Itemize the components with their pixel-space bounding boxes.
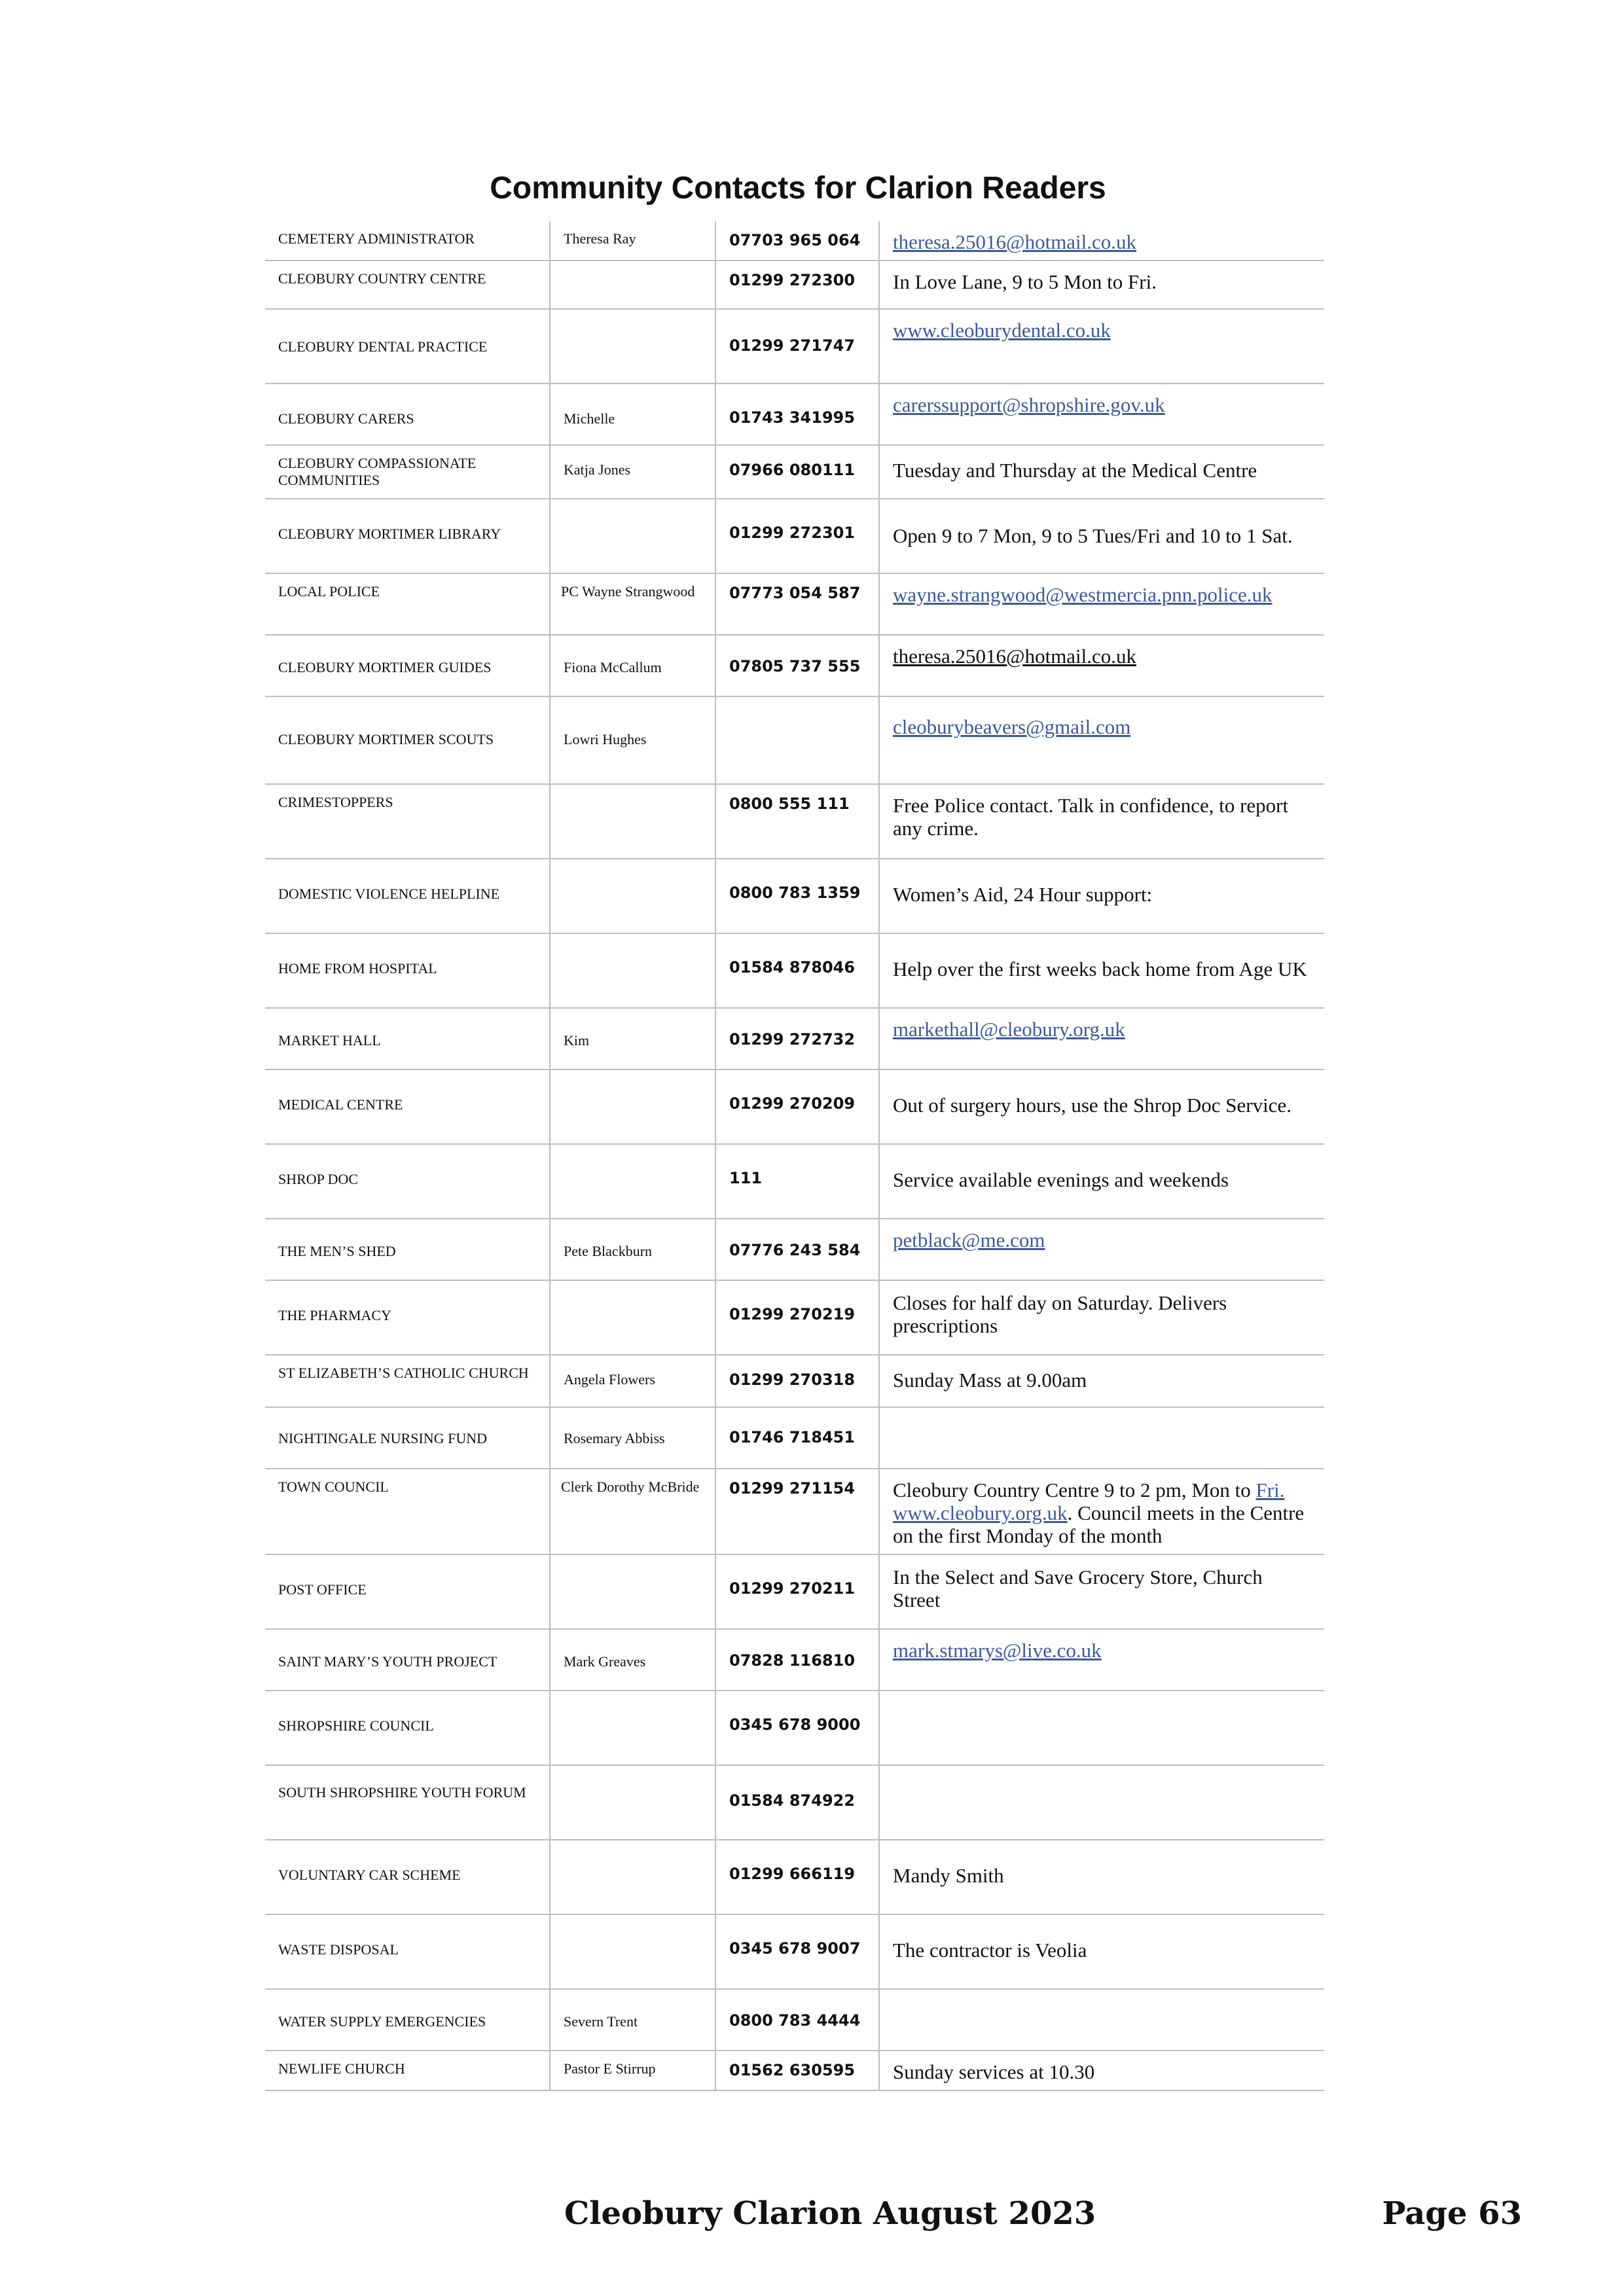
info-text: [879, 1765, 1324, 1840]
email-link[interactable]: wayne.strangwood@westmercia.pnn.police.uk: [893, 583, 1272, 606]
phone-number: 01299 271154: [715, 1469, 879, 1554]
org-name: SHROPSHIRE COUNCIL: [265, 1691, 550, 1765]
info-text: Sunday services at 10.30: [879, 2051, 1324, 2090]
org-name: CLEOBURY MORTIMER SCOUTS: [265, 696, 550, 784]
phone-number: 0800 783 4444: [715, 1989, 879, 2051]
contact-person: Pete Blackburn: [550, 1219, 715, 1280]
table-row: [265, 1765, 1324, 1840]
table-row: [265, 573, 1324, 635]
contact-person: PC Wayne Strangwood: [550, 573, 715, 635]
org-name: CLEOBURY DENTAL PRACTICE: [265, 309, 550, 384]
table-row: [265, 1691, 1324, 1765]
table-row: [265, 1629, 1324, 1691]
email-link[interactable]: markethall@cleobury.org.uk: [893, 1018, 1125, 1041]
table-row: [265, 1407, 1324, 1469]
table-row: [265, 221, 1324, 260]
org-name: CLEOBURY MORTIMER LIBRARY: [265, 499, 550, 573]
table-row: [265, 1840, 1324, 1914]
contact-person: [550, 1144, 715, 1219]
contact-person: Pastor E Stirrup: [550, 2051, 715, 2090]
org-name: LOCAL POLICE: [265, 573, 550, 635]
org-name: THE PHARMACY: [265, 1280, 550, 1355]
info-text: [879, 1407, 1324, 1469]
info-text: Service available evenings and weekends: [879, 1144, 1324, 1219]
phone-number: 01299 272732: [715, 1008, 879, 1069]
table-row: [265, 635, 1324, 696]
org-name: SAINT MARY’S YOUTH PROJECT: [265, 1629, 550, 1691]
phone-number: 01743 341995: [715, 384, 879, 445]
phone-number: 07773 054 587: [715, 573, 879, 635]
info-text: [879, 1989, 1324, 2051]
contact-person: Clerk Dorothy McBride: [550, 1469, 715, 1554]
table-row: [265, 260, 1324, 309]
phone-number: 01746 718451: [715, 1407, 879, 1469]
org-name: CRIMESTOPPERS: [265, 784, 550, 859]
website-link[interactable]: www.cleoburydental.co.uk: [893, 319, 1111, 342]
phone-number: 07805 737 555: [715, 635, 879, 696]
org-name: NIGHTINGALE NURSING FUND: [265, 1407, 550, 1469]
info-text: In the Select and Save Grocery Store, Church Street: [879, 1554, 1324, 1629]
contact-person: Kim: [550, 1008, 715, 1069]
org-name: DOMESTIC VIOLENCE HELPLINE: [265, 859, 550, 933]
info-text: Help over the first weeks back home from Age UK: [879, 933, 1324, 1008]
table-row: [265, 499, 1324, 573]
org-name: VOLUNTARY CAR SCHEME: [265, 1840, 550, 1914]
info-text: Free Police contact. Talk in confidence, to report any crime.: [879, 784, 1324, 859]
contact-person: [550, 260, 715, 309]
phone-number: 01299 270219: [715, 1280, 879, 1355]
contact-person: Rosemary Abbiss: [550, 1407, 715, 1469]
email-link[interactable]: petblack@me.com: [893, 1229, 1045, 1251]
phone-number: [715, 696, 879, 784]
org-name: CEMETERY ADMINISTRATOR: [265, 221, 550, 260]
email-link[interactable]: mark.stmarys@live.co.uk: [893, 1639, 1102, 1662]
org-name: TOWN COUNCIL: [265, 1469, 550, 1554]
phone-number: 0800 555 111: [715, 784, 879, 859]
phone-number: 07703 965 064: [715, 221, 879, 260]
contact-person: Theresa Ray: [550, 221, 715, 260]
table-row: [265, 1219, 1324, 1280]
info-text: Sunday Mass at 9.00am: [879, 1355, 1324, 1407]
contact-person: Mark Greaves: [550, 1629, 715, 1691]
contact-person: [550, 933, 715, 1008]
table-row: [265, 384, 1324, 445]
phone-number: 01299 270318: [715, 1355, 879, 1407]
phone-number: 01299 271747: [715, 309, 879, 384]
phone-number: 111: [715, 1144, 879, 1219]
phone-number: 07776 243 584: [715, 1219, 879, 1280]
table-row: [265, 1989, 1324, 2051]
table-row: [265, 1280, 1324, 1355]
phone-number: 0345 678 9000: [715, 1691, 879, 1765]
contact-person: [550, 1691, 715, 1765]
phone-number: 0800 783 1359: [715, 859, 879, 933]
footer-publication: Cleobury Clarion August 2023: [564, 2195, 1096, 2232]
info-text: The contractor is Veolia: [879, 1914, 1324, 1989]
info-text: Out of surgery hours, use the Shrop Doc Service.: [879, 1069, 1324, 1144]
contact-person: [550, 499, 715, 573]
phone-number: 01299 272301: [715, 499, 879, 573]
link-fri[interactable]: Fri.: [1255, 1479, 1285, 1501]
contact-person: [550, 1069, 715, 1144]
phone-number: 01299 270209: [715, 1069, 879, 1144]
phone-number: 01584 878046: [715, 933, 879, 1008]
phone-number: 07828 116810: [715, 1629, 879, 1691]
contact-person: [550, 309, 715, 384]
email-link[interactable]: theresa.25016@hotmail.co.uk: [893, 230, 1137, 253]
info-text: Open 9 to 7 Mon, 9 to 5 Tues/Fri and 10 to 1 Sat.: [879, 499, 1324, 573]
org-name: THE MEN’S SHED: [265, 1219, 550, 1280]
contact-person: Fiona McCallum: [550, 635, 715, 696]
email-link[interactable]: cleoburybeavers@gmail.com: [893, 715, 1131, 738]
phone-number: 01299 272300: [715, 260, 879, 309]
page-title: Community Contacts for Clarion Readers: [490, 171, 1106, 206]
info-text-part: Cleobury Country Centre 9 to 2 pm, Mon to: [893, 1479, 1256, 1501]
info-text: Mandy Smith: [879, 1840, 1324, 1914]
table-row: [265, 1069, 1324, 1144]
contact-person: Katja Jones: [550, 445, 715, 499]
contact-person: [550, 1914, 715, 1989]
contact-person: [550, 859, 715, 933]
org-name: SHROP DOC: [265, 1144, 550, 1219]
contact-person: [550, 1840, 715, 1914]
org-name: CLEOBURY COUNTRY CENTRE: [265, 260, 550, 309]
table-row: [265, 445, 1324, 499]
footer-page-number: Page 63: [1382, 2195, 1522, 2232]
phone-number: 01299 666119: [715, 1840, 879, 1914]
org-name: POST OFFICE: [265, 1554, 550, 1629]
info-text: Women’s Aid, 24 Hour support:: [879, 859, 1324, 933]
org-name: MARKET HALL: [265, 1008, 550, 1069]
org-name: CLEOBURY COMPASSIONATE COMMUNITIES: [265, 445, 550, 499]
contacts-table: [265, 221, 1324, 2091]
org-name: NEWLIFE CHURCH: [265, 2051, 550, 2090]
table-row: [265, 696, 1324, 784]
org-name: MEDICAL CENTRE: [265, 1069, 550, 1144]
org-name: SOUTH SHROPSHIRE YOUTH FORUM: [265, 1765, 550, 1840]
org-name: WATER SUPPLY EMERGENCIES: [265, 1989, 550, 2051]
phone-number: 01299 270211: [715, 1554, 879, 1629]
email-link[interactable]: carerssupport@shropshire.gov.uk: [893, 393, 1165, 416]
org-name: WASTE DISPOSAL: [265, 1914, 550, 1989]
table-row: [265, 309, 1324, 384]
contact-person: Michelle: [550, 384, 715, 445]
phone-number: 01584 874922: [715, 1765, 879, 1840]
contact-person: [550, 784, 715, 859]
contact-person: [550, 1765, 715, 1840]
org-name: ST ELIZABETH’S CATHOLIC CHURCH: [265, 1355, 550, 1407]
table-row: [265, 1008, 1324, 1069]
info-text: [879, 1469, 1324, 1554]
phone-number: 07966 080111: [715, 445, 879, 499]
info-text: Tuesday and Thursday at the Medical Centre: [879, 445, 1324, 499]
table-row: [265, 1144, 1324, 1219]
info-text: Closes for half day on Saturday. Delivers prescriptions: [879, 1280, 1324, 1355]
table-row: [265, 1554, 1324, 1629]
contact-person: Severn Trent: [550, 1989, 715, 2051]
contact-person: [550, 1280, 715, 1355]
phone-number: 01562 630595: [715, 2051, 879, 2090]
table-row: [265, 1469, 1324, 1554]
contact-person: Angela Flowers: [550, 1355, 715, 1407]
contact-person: Lowri Hughes: [550, 696, 715, 784]
table-row: [265, 1355, 1324, 1407]
info-text: In Love Lane, 9 to 5 Mon to Fri.: [879, 260, 1324, 309]
table-row: [265, 2051, 1324, 2090]
org-name: HOME FROM HOSPITAL: [265, 933, 550, 1008]
org-name: CLEOBURY MORTIMER GUIDES: [265, 635, 550, 696]
org-name: CLEOBURY CARERS: [265, 384, 550, 445]
phone-number: 0345 678 9007: [715, 1914, 879, 1989]
table-row: [265, 784, 1324, 859]
info-text-part: . Council meets in the Centre on the first Monday of the month: [893, 1501, 1305, 1547]
table-row: [265, 933, 1324, 1008]
info-text: [879, 1691, 1324, 1765]
table-row: [265, 1914, 1324, 1989]
website-link[interactable]: www.cleobury.org.uk: [893, 1501, 1068, 1524]
contact-person: [550, 1554, 715, 1629]
table-row: [265, 859, 1324, 933]
email-text[interactable]: theresa.25016@hotmail.co.uk: [893, 645, 1137, 668]
